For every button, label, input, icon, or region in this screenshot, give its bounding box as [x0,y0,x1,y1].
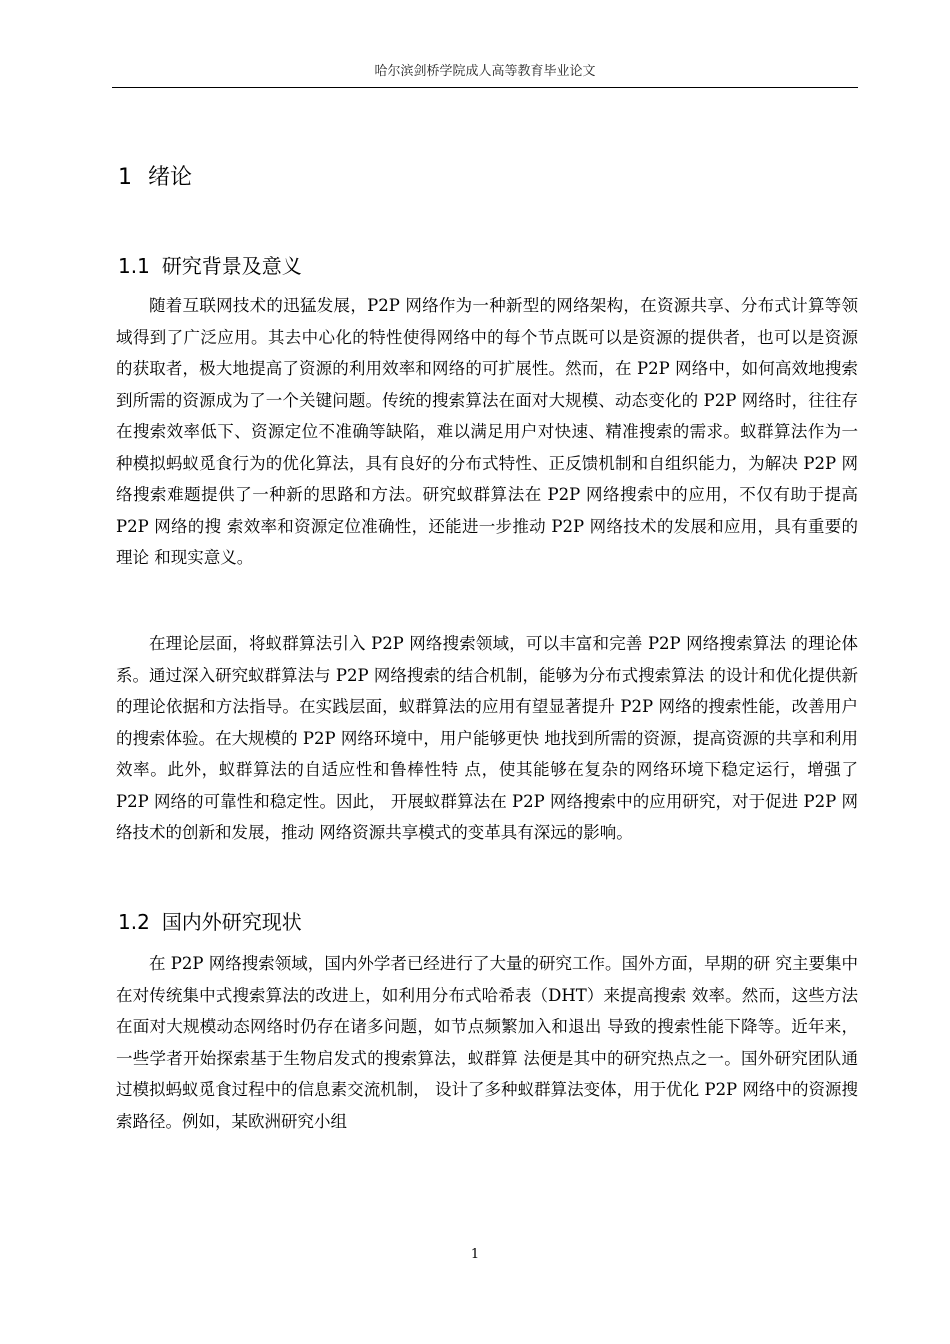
body-paragraph: 在 P2P 网络搜索领域，国内外学者已经进行了大量的研究工作。国外方面，早期的研 究主要集中在对传统集中式搜索算法的改进上，如利用分布式哈希表（DHT）来提高搜索 效率。然而，这些方法在面对大规模动态网络时仍存在诸多问题，如节点频繁加入和退出 导致的搜索性能下降等。近年来，一些学者开始探索基于生物启发式的搜索算法，蚁群算 法便是其中的研究热点之一。国外研究团队通过模拟蚂蚁觅食过程中的信息素交流机制， 设计了多种蚁群算法变体，用于优化 P2P 网络中的资源搜索路径。例如，某欧洲研究小组 [116,954,858,1131]
body-paragraph: 在理论层面，将蚁群算法引入 P2P 网络搜索领域，可以丰富和完善 P2P 网络搜索算法 的理论体系。通过深入研究蚁群算法与 P2P 网络搜索的结合机制，能够为分布式搜索算法 的设计和优化提供新的理论依据和方法指导。在实践层面，蚁群算法的应用有望显著提升 P2P 网络的搜索性能，改善用户的搜索体验。在大规模的 P2P 网络环境中，用户能够更快 地找到所需的资源，提高资源的共享和利用效率。此外，蚁群算法的自适应性和鲁棒性特 点，使其能够在复杂的网络环境下稳定运行，增强了 P2P 网络的可靠性和稳定性。因此， 开展蚁群算法在 P2P 网络搜索中的应用研究，对于促进 P2P 网络技术的创新和发展，推动 网络资源共享模式的变革具有深远的影响。 [116,634,858,842]
section-number: 1.2 [118,910,150,934]
section-title: 研究背景及意义 [161,254,302,278]
page-number: 1 [470,1247,480,1262]
body-paragraph: 随着互联网技术的迅猛发展，P2P 网络作为一种新型的网络架构，在资源共享、分布式计算等领域得到了广泛应用。其去中心化的特性使得网络中的每个节点既可以是资源的提供者，也可以是资源的获取者，极大地提高了资源的利用效率和网络的可扩展性。然而，在 P2P 网络中，如何高效地搜索到所需的资源成为了一个关键问题。传统的搜索算法在面对大规模、动态变化的 P2P 网络时，往往存在搜索效率低下、资源定位不准确等缺陷，难以满足用户对快速、精准搜索的需求。蚁群算法作为一种模拟蚂蚁觅食行为的优化算法，具有良好的分布式特性、正反馈机制和自组织能力，为解决 P2P 网络搜索难题提供了一种新的思路和方法。研究蚁群算法在 P2P 网络搜索中的应用，不仅有助于提高 P2P 网络的搜 索效率和资源定位准确性，还能进一步推动 P2P 网络技术的发展和应用，具有重要的理论 和现实意义。 [116,296,858,567]
header-divider [112,87,858,88]
section-heading-1-1 [118,251,302,281]
chapter-heading [118,162,192,194]
page-header: 哈尔滨剑桥学院成人高等教育毕业论文 [374,64,596,79]
chapter-number: 1 [118,165,132,190]
chapter-title: 绪论 [148,165,193,190]
section-title: 国内外研究现状 [161,910,302,934]
section-number: 1.1 [118,254,150,278]
section-heading-1-2 [118,907,302,937]
